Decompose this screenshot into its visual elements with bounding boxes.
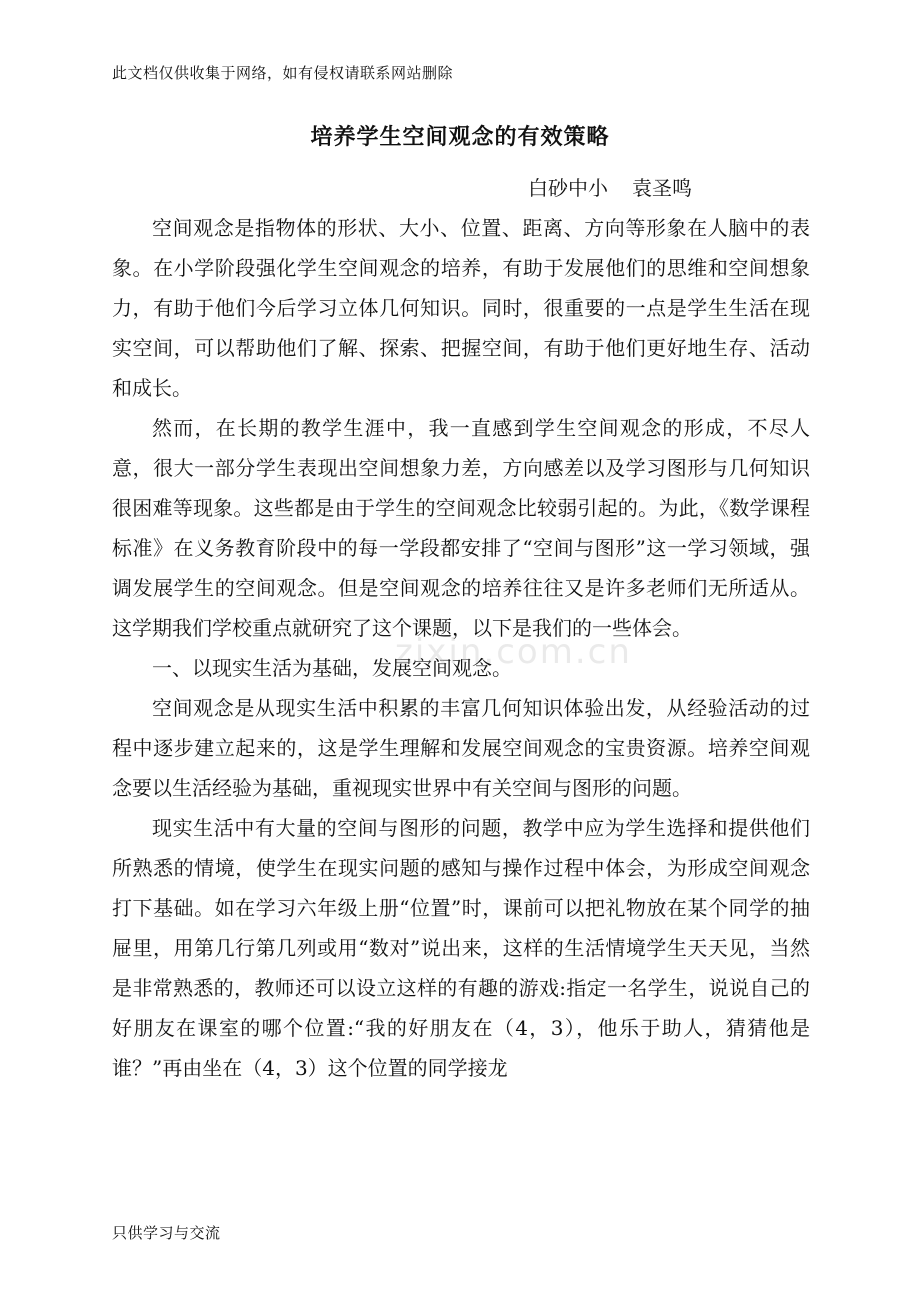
school-name: 白砂中小: [528, 176, 608, 200]
footer-note: 只供学习与交流: [112, 1224, 221, 1242]
header-disclaimer: 此文档仅供收集于网络，如有侵权请联系网站删除: [112, 64, 454, 82]
paragraph: 然而，在长期的教学生涯中，我一直感到学生空间观念的形成，不尽人意，很大一部分学生表现出空间想象力差，方向感差以及学习图形与几何知识很困难等现象。这些都是由于学生的空间观念比较弱引起的。为此，《数学课程标准》在义务教育阶段中的每一学段都安排了“空间与图形”这一学习领域，强调发展学生的空间观念。但是空间观念的培养往往又是许多老师们无所适从。这学期我们学校重点就研究了这个课题，以下是我们的一些体会。: [112, 416, 810, 640]
watermark: zixin.com.cn: [395, 632, 632, 672]
paragraph: 空间观念是从现实生活中积累的丰富几何知识体验出发，从经验活动的过程中逐步建立起来的，这是学生理解和发展空间观念的宝贵资源。培养空间观念要以生活经验为基础，重视现实世界中有关空间与图形的问题。: [112, 696, 810, 800]
document-body: [112, 208, 810, 1088]
author-name: 袁圣鸣: [632, 176, 692, 200]
paragraph: 空间观念是指物体的形状、大小、位置、距离、方向等形象在人脑中的表象。在小学阶段强化学生空间观念的培养，有助于发展他们的思维和空间想象力，有助于他们今后学习立体几何知识。同时，很重要的一点是学生生活在现实空间，可以帮助他们了解、探索、把握空间，有助于他们更好地生存、活动和成长。: [112, 216, 810, 400]
document-title: 培养学生空间观念的有效策略: [310, 124, 610, 150]
paragraph: 现实生活中有大量的空间与图形的问题，教学中应为学生选择和提供他们所熟悉的情境，使学生在现实问题的感知与操作过程中体会，为形成空间观念打下基础。如在学习六年级上册“位置”时，课前可以把礼物放在某个同学的抽屉里，用第几行第几列或用“数对”说出来，这样的生活情境学生天天见，当然是非常熟悉的，教师还可以设立这样的有趣的游戏:指定一名学生，说说自己的好朋友在课室的哪个位置:“我的好朋友在（4，3），他乐于助人，猜猜他是谁？”再由坐在（4，3）这个位置的同学接龙: [112, 816, 810, 1080]
section-heading: 一、以现实生活为基础，发展空间观念。: [152, 656, 512, 680]
byline: [528, 172, 692, 201]
